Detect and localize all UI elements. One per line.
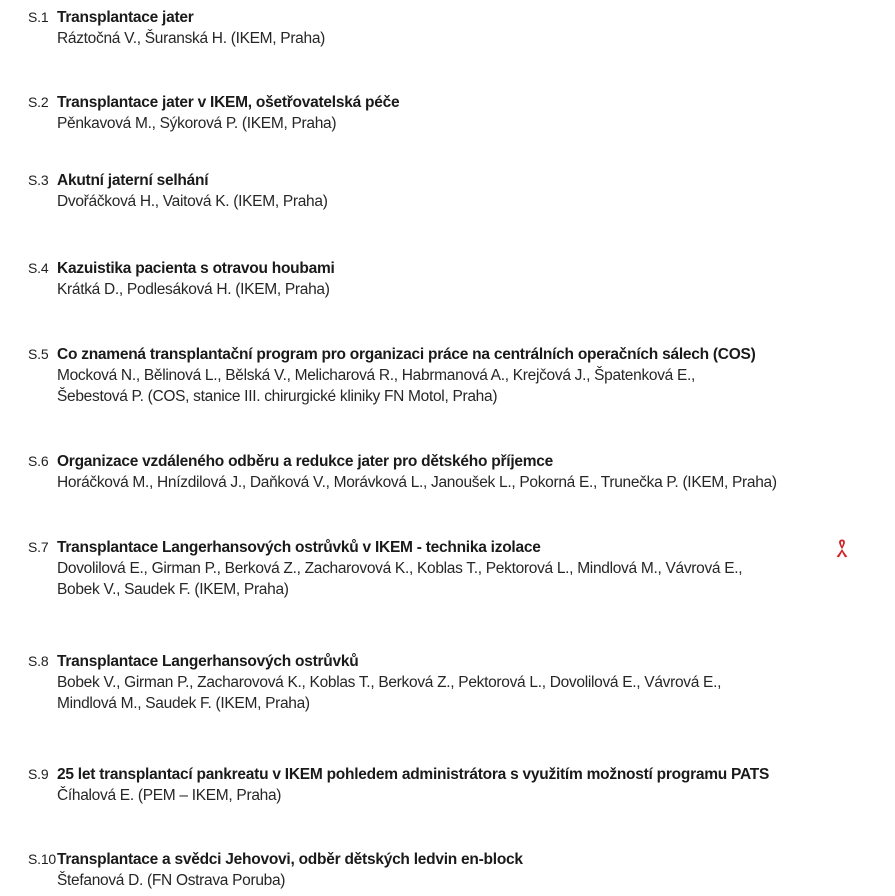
entry-body <box>57 764 893 806</box>
entry-authors: Pěnkavová M., Sýkorová P. (IKEM, Praha) <box>57 115 337 132</box>
entry-body <box>57 344 893 407</box>
entry-number: S.7 <box>28 539 49 555</box>
entry-authors: Dvořáčková H., Vaitová K. (IKEM, Praha) <box>57 193 328 210</box>
entry-authors: Dovolilová E., Girman P., Berková Z., Zacharovová K., Koblas T., Pektorová L., Mindlová M., Vávrová E., <box>57 560 743 577</box>
entry-title: Transplantace Langerhansových ostrůvků v IKEM - technika izolace <box>57 539 541 556</box>
entry-number: S.5 <box>28 346 49 362</box>
entry-authors: Šebestová P. (COS, stanice III. chirurgické kliniky FN Motol, Praha) <box>57 388 498 405</box>
entry-body <box>57 537 893 600</box>
entry-number: S.1 <box>28 9 49 25</box>
entry-title: Transplantace jater v IKEM, ošetřovatelská péče <box>57 94 400 111</box>
awareness-ribbon-icon <box>835 538 849 558</box>
entry-title: Organizace vzdáleného odběru a redukce jater pro dětského příjemce <box>57 453 554 470</box>
entry-authors: Horáčková M., Hnízdilová J., Daňková V., Morávková L., Janoušek L., Pokorná E., Trunečka P. (IKEM, Praha) <box>57 474 777 491</box>
entry-body <box>57 451 893 493</box>
entry-authors: Mocková N., Bělinová L., Bělská V., Melicharová R., Habrmanová A., Krejčová J., Špatenková E., <box>57 367 696 384</box>
entry-number: S.6 <box>28 453 49 469</box>
entry-title: Transplantace Langerhansových ostrůvků <box>57 653 359 670</box>
entry-authors: Číhalová E. (PEM – IKEM, Praha) <box>57 787 282 804</box>
entry-authors: Bobek V., Saudek F. (IKEM, Praha) <box>57 581 289 598</box>
entry-authors: Ráztočná V., Šuranská H. (IKEM, Praha) <box>57 30 326 47</box>
entry-number: S.8 <box>28 653 49 669</box>
entry-title: Transplantace a svědci Jehovovi, odběr dětských ledvin en-block <box>57 851 523 868</box>
entry-number: S.3 <box>28 172 49 188</box>
entry-number: S.9 <box>28 766 49 782</box>
entry-title: Transplantace jater <box>57 9 194 26</box>
entry-authors: Štefanová D. (FN Ostrava Poruba) <box>57 872 286 889</box>
entry-body <box>57 92 893 134</box>
entry-body <box>57 170 893 212</box>
entry-authors: Mindlová M., Saudek F. (IKEM, Praha) <box>57 695 310 712</box>
entry-number: S.2 <box>28 94 49 110</box>
entry-body <box>57 258 893 300</box>
entry-authors: Bobek V., Girman P., Zacharovová K., Koblas T., Berková Z., Pektorová L., Dovolilová E., Vávrová E., <box>57 674 722 691</box>
entry-authors: Krátká D., Podlesáková H. (IKEM, Praha) <box>57 281 330 298</box>
entry-number: S.4 <box>28 260 49 276</box>
entry-title: Kazuistika pacienta s otravou houbami <box>57 260 335 277</box>
entry-body <box>57 7 893 49</box>
entry-title: 25 let transplantací pankreatu v IKEM pohledem administrátora s využitím možností programu PATS <box>57 766 770 783</box>
entry-title: Co znamená transplantační program pro organizaci práce na centrálních operačních sálech (COS) <box>57 346 756 363</box>
entry-body <box>57 651 893 714</box>
entry-title: Akutní jaterní selhání <box>57 172 209 189</box>
entry-number: S.10 <box>28 851 56 867</box>
entry-body <box>57 849 893 891</box>
